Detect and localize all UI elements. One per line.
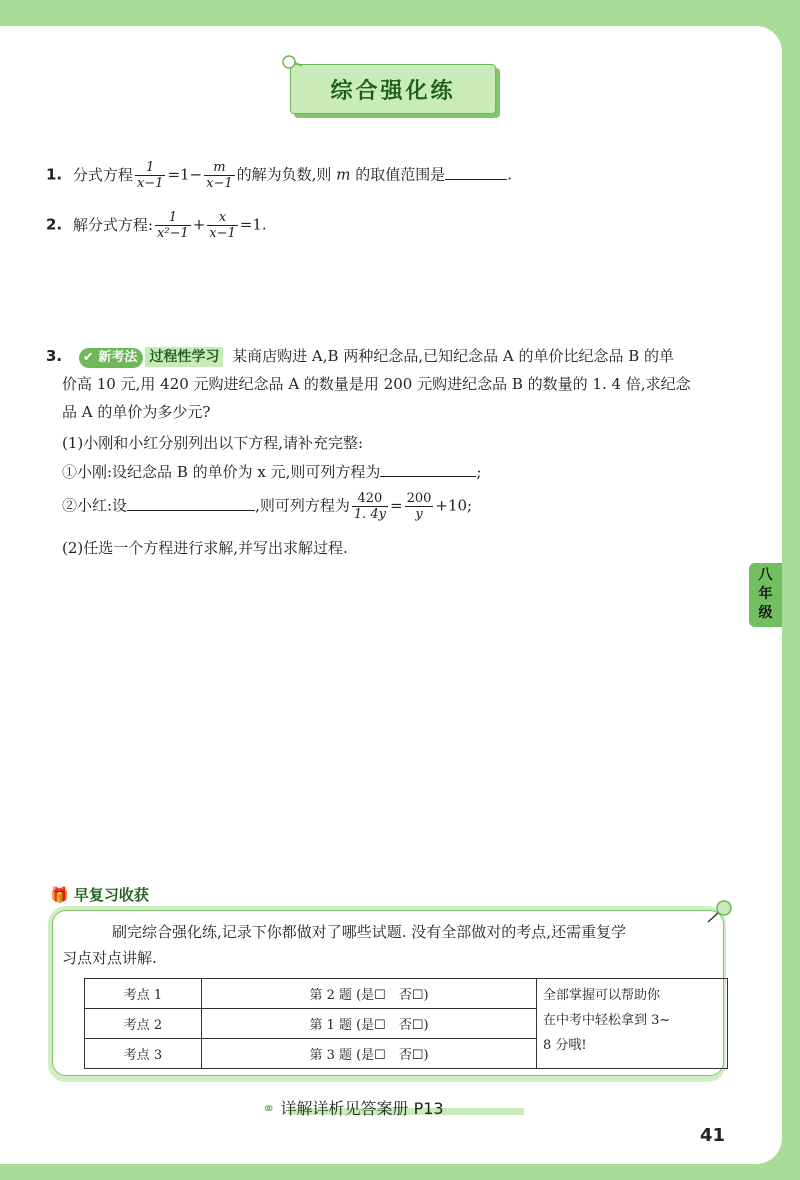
q1-fraction-2 xyxy=(204,160,235,191)
q3-xiaogang xyxy=(62,461,762,483)
q1-fraction-1 xyxy=(135,160,166,191)
answer-reference-text: 详解详析见答案册 P13 xyxy=(280,1099,444,1118)
q3-part1: (1)小刚和小红分别列出以下方程,请补充完整: xyxy=(62,434,364,452)
point-cell: 考点 1 xyxy=(85,979,202,1009)
table-row xyxy=(85,979,728,1009)
q1-prefix: 分式方程 xyxy=(72,165,133,184)
review-text-line2: 习点对点讲解. xyxy=(62,949,157,967)
check-shield-icon: ✔ xyxy=(82,350,94,365)
xiaohong-answer-blank[interactable] xyxy=(127,496,255,511)
q1-frac1-num: 1 xyxy=(135,160,166,176)
q3-part2: (2)任选一个方程进行求解,并写出求解过程. xyxy=(62,539,348,557)
q2-frac1-num: 1 xyxy=(155,210,191,226)
xh-frac1-num: 420 xyxy=(352,491,388,507)
q2-frac2-num: x xyxy=(207,210,238,226)
review-title-text: 早复习收获 xyxy=(73,886,149,904)
note-line: 8 分哦! xyxy=(543,1038,587,1053)
question-3 xyxy=(46,345,746,368)
q3-line3: 品 A 的单价为多少元? xyxy=(62,403,211,421)
xh-frac2-num: 200 xyxy=(406,491,432,506)
new-method-tag xyxy=(79,348,143,368)
q3-line1: 某商店购进 A,B 两种纪念品,已知纪念品 A 的单价比纪念品 B 的单 xyxy=(232,347,675,365)
q1-frac2-den: x−1 xyxy=(206,176,233,191)
q3-line2: 价高 10 元,用 420 元购进纪念品 A 的数量是用 200 元购进纪念品 B 的数量的 1. 4 倍,求纪念 xyxy=(62,375,691,393)
q1-var: m xyxy=(336,165,351,184)
item-cell[interactable]: 第 2 题 (是☐ 否☐) xyxy=(202,979,537,1009)
review-title xyxy=(50,884,149,905)
section-title-box xyxy=(290,62,500,122)
xiaohong-mid: ,则可列方程为 xyxy=(255,496,350,515)
xiaogang-end: ; xyxy=(476,463,482,481)
q2-fraction-2 xyxy=(207,210,238,241)
q2-end: =1. xyxy=(239,215,267,234)
process-learning-tag: 过程性学习 xyxy=(145,347,223,367)
xiaohong-prefix: ②小红:设 xyxy=(62,496,128,515)
side-tab-char: 级 xyxy=(758,605,773,621)
xh-end: +10; xyxy=(435,496,473,515)
question-2 xyxy=(46,210,746,241)
question-number: 2. xyxy=(46,215,63,234)
point-cell: 考点 2 xyxy=(85,1009,202,1039)
q1-end: . xyxy=(507,165,512,184)
item-cell[interactable]: 第 3 题 (是☐ 否☐) xyxy=(202,1039,537,1069)
question-1 xyxy=(46,160,746,191)
pin-icon xyxy=(282,54,302,70)
xh-fraction-2 xyxy=(405,491,434,522)
q2-plus: + xyxy=(192,215,206,234)
q1-answer-blank[interactable] xyxy=(445,165,507,180)
xh-frac2-den: y xyxy=(415,507,423,522)
question-number: 1. xyxy=(46,165,63,184)
xh-frac1-den: 1. 4y xyxy=(353,507,386,522)
xh-eq: = xyxy=(390,496,403,515)
review-text-line1: 刷完综合强化练,记录下你都做对了哪些试题. 没有全部做对的考点,还需重复学 xyxy=(112,923,627,941)
q1-frac1-den: x−1 xyxy=(136,176,164,191)
review-table xyxy=(84,978,728,1069)
gift-icon: 🎁 xyxy=(50,886,69,904)
point-cell: 考点 3 xyxy=(85,1039,202,1069)
section-title: 综合强化练 xyxy=(290,64,496,114)
answer-reference-link[interactable] xyxy=(262,1096,444,1119)
link-icon: ⚭ xyxy=(262,1099,276,1118)
xiaogang-text: ①小刚:设纪念品 B 的单价为 x 元,则可列方程为 xyxy=(62,463,381,481)
xh-fraction-1 xyxy=(352,491,388,522)
q2-prefix: 解分式方程: xyxy=(72,215,153,234)
q2-fraction-1 xyxy=(155,210,191,241)
q1-frac2-num: m xyxy=(204,160,235,176)
note-line: 全部掌握可以帮助你 xyxy=(543,988,661,1003)
q1-suffix2: 的取值范围是 xyxy=(355,165,446,184)
page-number: 41 xyxy=(700,1125,726,1146)
q3-xiaohong xyxy=(62,491,762,522)
question-number: 3. xyxy=(46,347,63,365)
side-tab-char: 年 xyxy=(758,586,773,602)
note-cell xyxy=(537,979,728,1069)
q1-middle: =1− xyxy=(167,165,203,184)
grade-side-tab xyxy=(749,563,782,627)
q1-suffix: 的解为负数,则 xyxy=(236,165,332,184)
xiaogang-answer-blank[interactable] xyxy=(380,462,476,477)
item-cell[interactable]: 第 1 题 (是☐ 否☐) xyxy=(202,1009,537,1039)
note-line: 在中考中轻松拿到 3~ xyxy=(543,1013,671,1028)
q2-frac1-den: x²−1 xyxy=(156,226,189,241)
tag-text: 新考法 xyxy=(98,350,138,365)
side-tab-char: 八 xyxy=(758,567,773,583)
q2-frac2-den: x−1 xyxy=(209,226,236,241)
